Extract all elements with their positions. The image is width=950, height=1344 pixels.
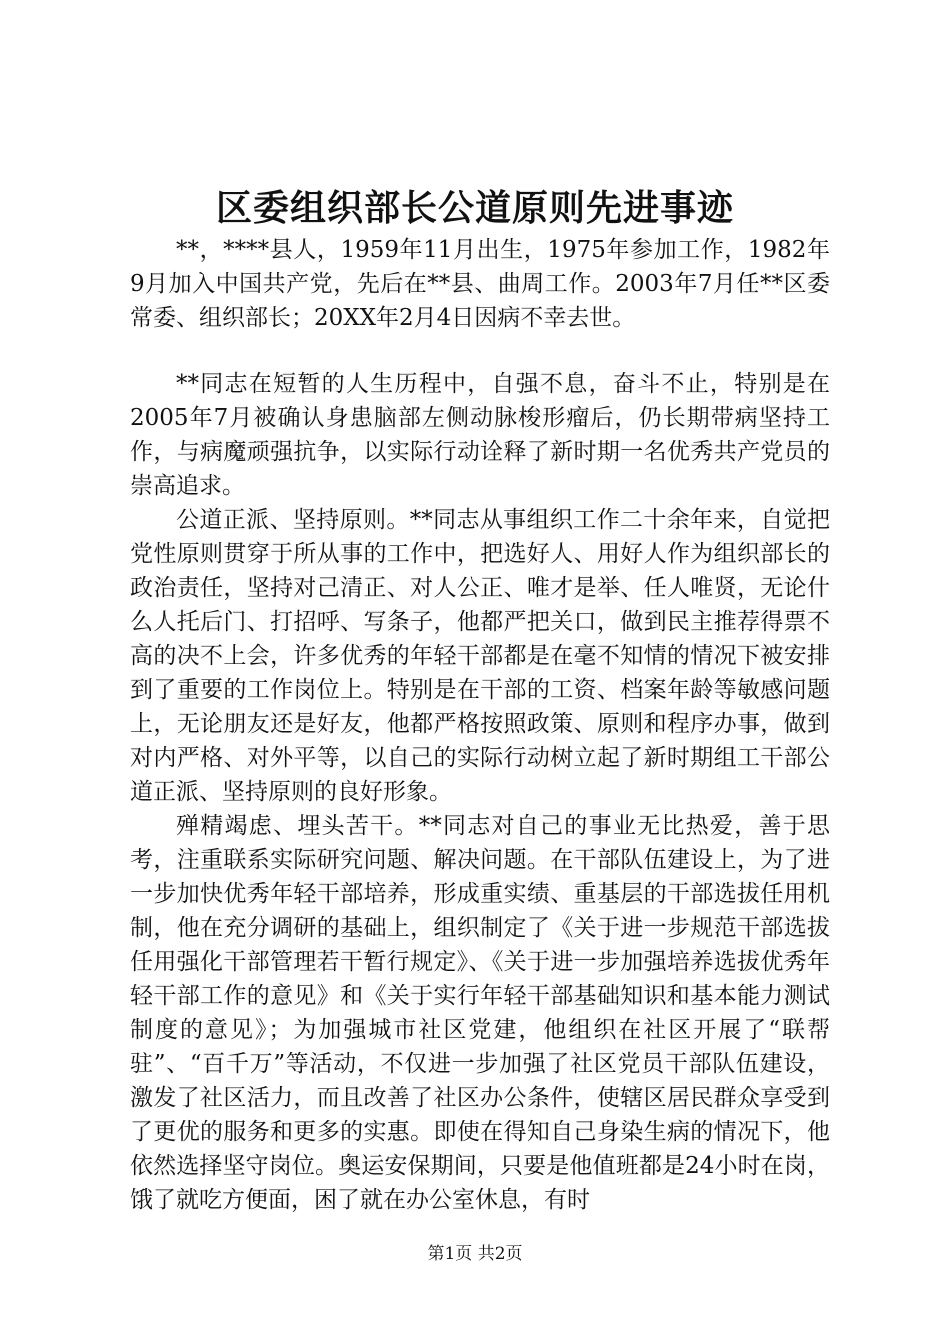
paragraph-intro: **，****县人，1959年11月出生，1975年参加工作，1982年9月加入中国共产党，先后在**县、曲周工作。2003年7月任**区委常委、组织部长；20XX年2月4日因病不幸去世。 — [130, 237, 830, 331]
document-title: 区委组织部长公道原则先进事迹 — [215, 187, 734, 229]
paragraph-principle: 公道正派、坚持原则。**同志从事组织工作二十余年来，自觉把党性原则贯穿于所从事的工作中，把选好人、用好人作为组织部长的政治责任，坚持对己清正、对人公正、唯才是举、任人唯贤，无论什么人托后门、打招呼、写条子，他都严把关口，做到民主推荐得票不高的决不上会，许多优秀的年轻干部都是在毫不知情的情况下被安排到了重要的工作岗位上。特别是在干部的工资、档案年龄等敏感问题上，无论朋友还是好友，他都严格按照政策、原则和程序办事，做到对内严格、对外平等，以自己的实际行动树立起了新时期组工干部公道正派、坚持原则的良好形象。 — [130, 507, 830, 805]
page-number-footer: 第1页 共2页 — [427, 1244, 523, 1264]
paragraph-summary: **同志在短暂的人生历程中，自强不息，奋斗不止，特别是在2005年7月被确认身患脑部左侧动脉梭形瘤后，仍长期带病坚持工作，与病魔顽强抗争，以实际行动诠释了新时期一名优秀共产党员的崇高追求。 — [130, 371, 830, 499]
document-body — [130, 233, 830, 1217]
paragraph-dedication: 殚精竭虑、埋头苦干。**同志对自己的事业无比热爱，善于思考，注重联系实际研究问题、解决问题。在干部队伍建设上，为了进一步加快优秀年轻干部培养，形成重实绩、重基层的干部选拔任用机制，他在充分调研的基础上，组织制定了《关于进一步规范干部选拔任用强化干部管理若干暂行规定》、《关于进一步加强培养选拔优秀年轻干部工作的意见》和《关于实行年轻干部基础知识和基本能力测试制度的意见》；为加强城市社区党建，他组织在社区开展了“联帮驻”、“百千万”等活动，不仅进一步加强了社区党员干部队伍建设，激发了社区活力，而且改善了社区办公条件，使辖区居民群众享受到了更优的服务和更多的实惠。即使在得知自己身染生病的情况下，他依然选择坚守岗位。奥运安保期间，只要是他值班都是24小时在岗，饿了就吃方便面，困了就在办公室休息，有时 — [130, 813, 830, 1213]
